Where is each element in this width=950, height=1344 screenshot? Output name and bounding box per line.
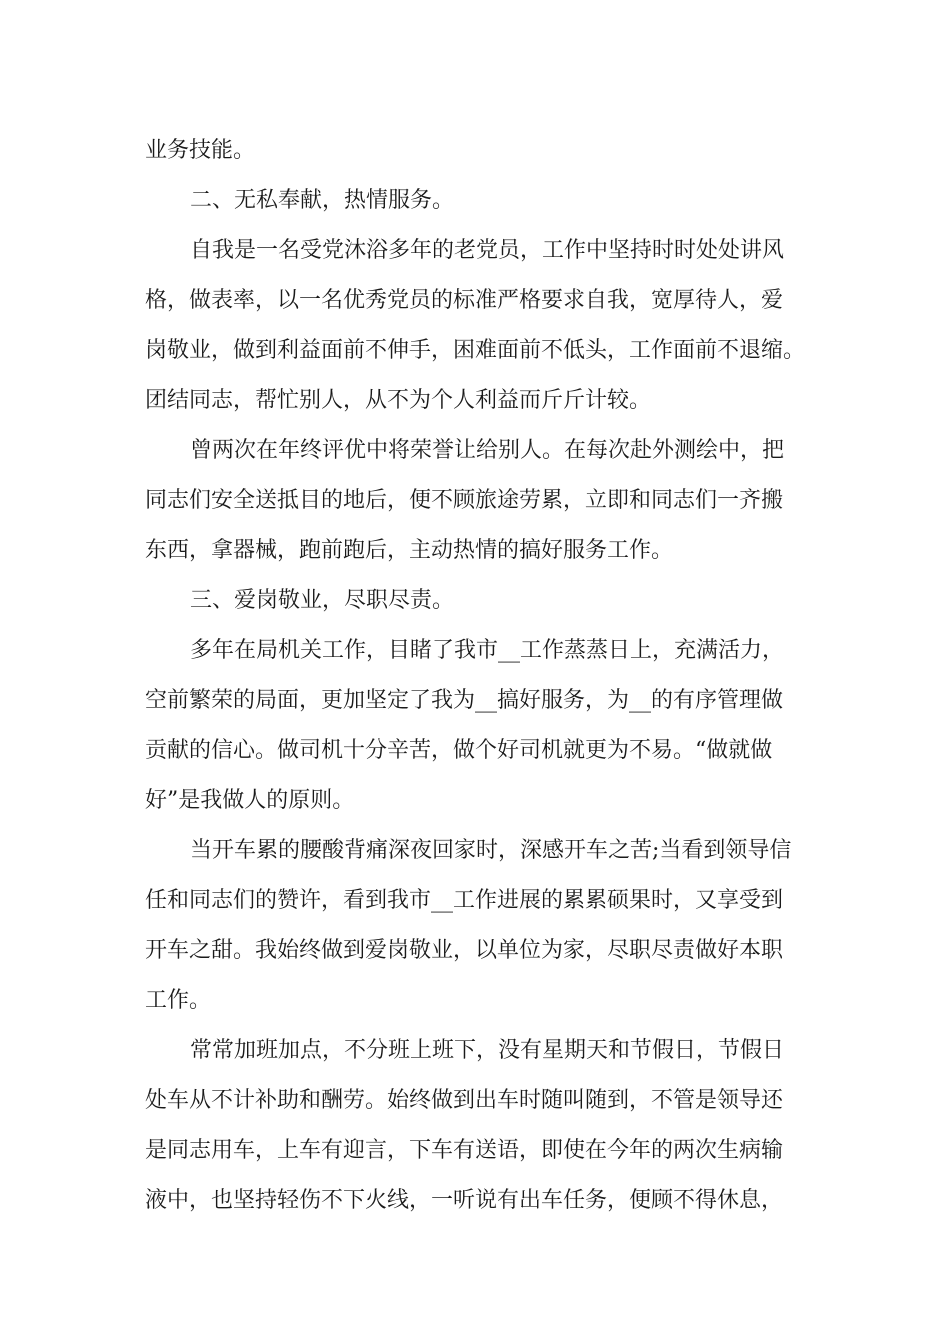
document-body bbox=[145, 126, 810, 1226]
text-line: 东西，拿器械，跑前跑后，主动热情的搞好服务工作。 bbox=[145, 538, 674, 563]
text-line: 团结同志，帮忙别人，从不为个人利益而斤斤计较。 bbox=[145, 388, 652, 413]
section-heading: 三、爱岗敬业，尽职尽责。 bbox=[190, 588, 455, 613]
text-line: 业务技能。 bbox=[145, 138, 256, 163]
text-line: 常常加班加点，不分班上班下，没有星期天和节假日，节假日 bbox=[190, 1038, 785, 1063]
text-line: 是同志用车，上车有迎言，下车有送语，即使在今年的两次生病输 bbox=[145, 1138, 784, 1163]
text-line: 处车从不计补助和酬劳。始终做到出车时随叫随到，不管是领导还 bbox=[145, 1088, 784, 1113]
text-line: 自我是一名受党沐浴多年的老党员，工作中坚持时时处处讲风 bbox=[190, 238, 785, 263]
text-line: 同志们安全送抵目的地后，便不顾旅途劳累，立即和同志们一齐搬 bbox=[145, 488, 784, 513]
text-line: 任和同志们的赞许，看到我市__工作进展的累累硕果时，又享受到 bbox=[145, 888, 784, 913]
text-line: 工作。 bbox=[145, 988, 212, 1013]
text-line: 当开车累的腰酸背痛深夜回家时，深感开车之苦;当看到领导信 bbox=[190, 838, 792, 863]
text-line: 空前繁荣的局面，更加坚定了我为__搞好服务，为__的有序管理做 bbox=[145, 688, 784, 713]
text-line: 曾两次在年终评优中将荣誉让给别人。在每次赴外测绘中，把 bbox=[190, 438, 785, 463]
text-line: 岗敬业，做到利益面前不伸手，困难面前不低头，工作面前不退缩。 bbox=[145, 338, 806, 363]
text-line: 好”是我做人的原则。 bbox=[145, 788, 355, 813]
text-line: 多年在局机关工作，目睹了我市__工作蒸蒸日上，充满活力， bbox=[190, 638, 785, 663]
text-line: 格，做表率，以一名优秀党员的标准严格要求自我，宽厚待人，爱 bbox=[145, 288, 784, 313]
section-heading: 二、无私奉献，热情服务。 bbox=[190, 188, 455, 213]
text-line: 开车之甜。我始终做到爱岗敬业，以单位为家，尽职尽责做好本职 bbox=[145, 938, 784, 963]
text-line: 贡献的信心。做司机十分辛苦，做个好司机就更为不易。“做就做 bbox=[145, 738, 773, 763]
text-line: 液中，也坚持轻伤不下火线，一听说有出车任务，便顾不得休息， bbox=[145, 1188, 784, 1213]
